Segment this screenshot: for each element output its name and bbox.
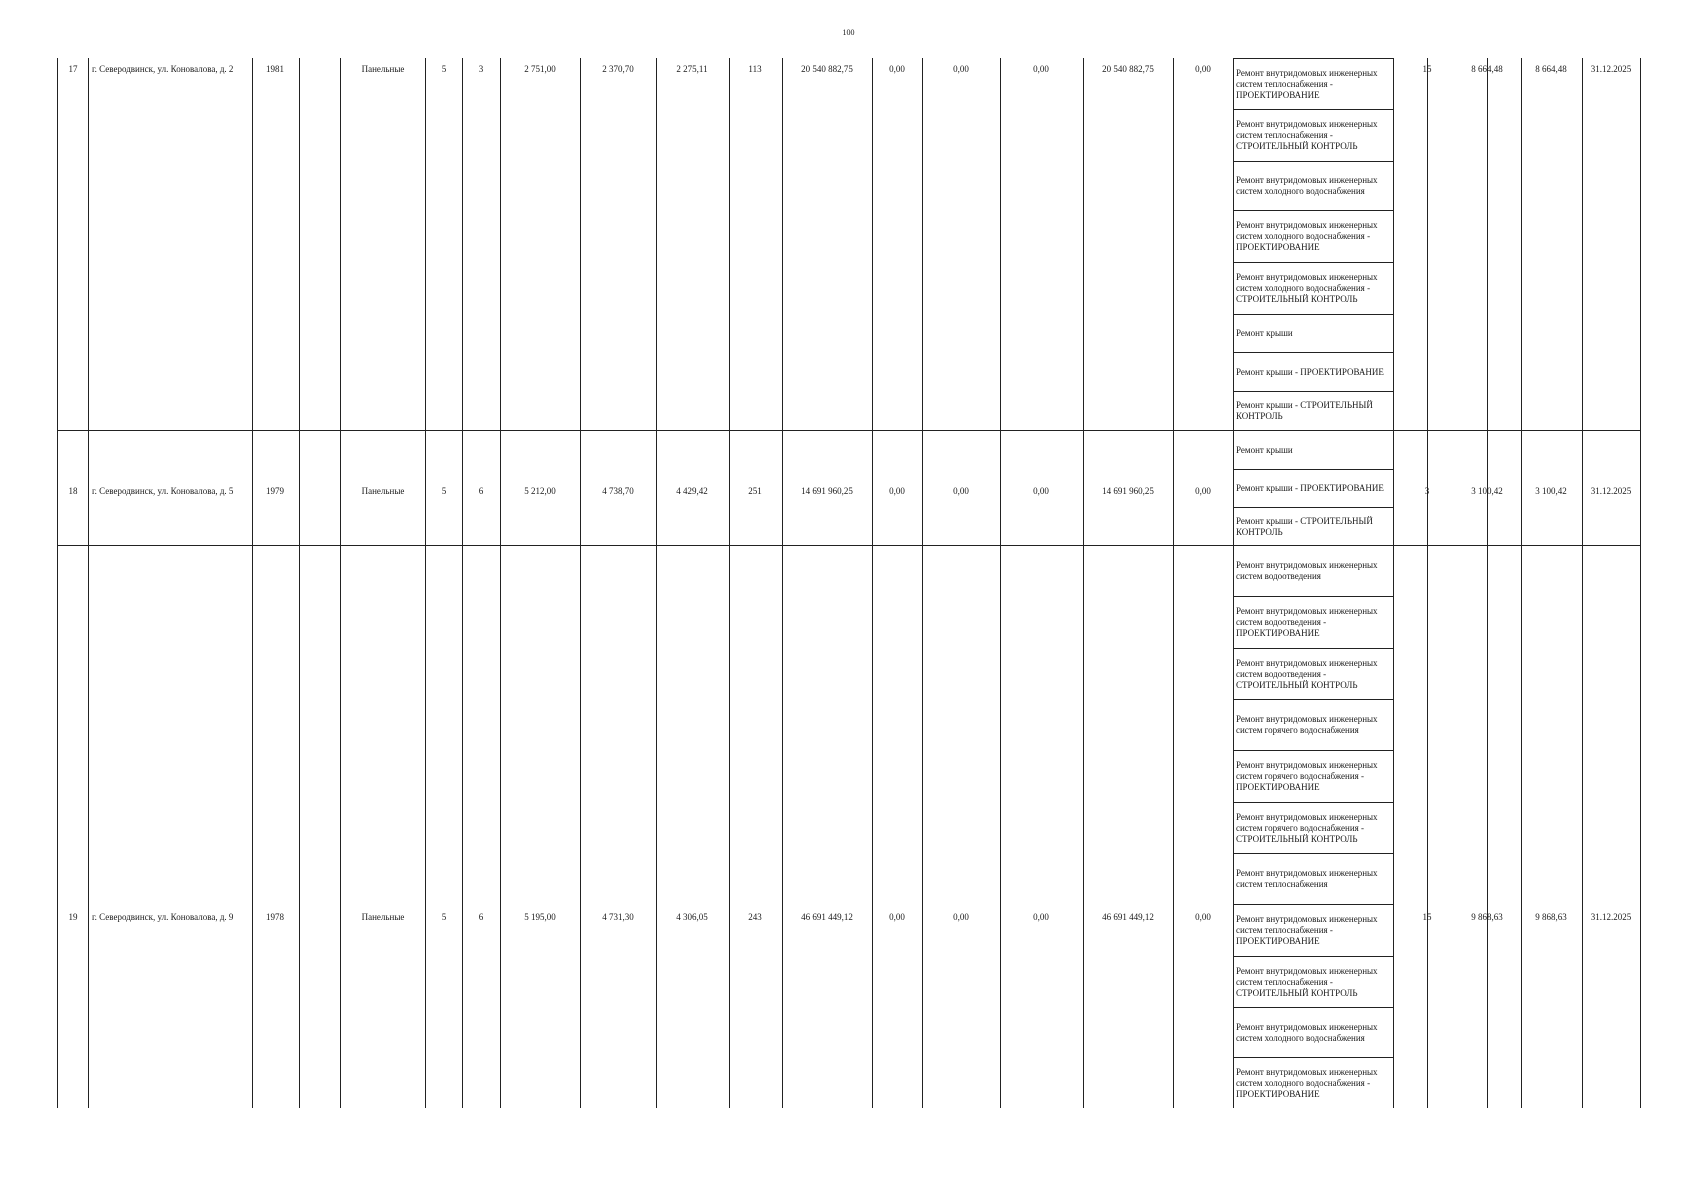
cell-area-living: 4 429,42 — [676, 486, 708, 496]
cell-cost-local: 0,00 — [1033, 486, 1049, 496]
column-divider — [1000, 58, 1001, 1108]
work-item-label: Ремонт крыши - СТРОИТЕЛЬНЫЙ КОНТРОЛЬ — [1236, 515, 1373, 537]
column-divider — [1173, 58, 1174, 1108]
cell-area-total: 2 751,00 — [524, 64, 556, 74]
cell-cost-total: 46 691 449,12 — [801, 912, 853, 922]
work-item — [1233, 699, 1393, 750]
cell-cost-other: 0,00 — [1195, 486, 1211, 496]
column-divider — [462, 58, 463, 1108]
cell-floors: 5 — [441, 912, 447, 922]
column-divider — [656, 58, 657, 1108]
cell-cost-local: 0,00 — [1033, 912, 1049, 922]
work-item — [1233, 262, 1393, 314]
cell-address: г. Северодвинск, ул. Коновалова, д. 5 — [92, 486, 234, 496]
cell-no: 17 — [68, 64, 78, 74]
work-item-label: Ремонт внутридомовых инженерных систем теплоснабжения - СТРОИТЕЛЬНЫЙ КОНТРОЛЬ — [1236, 119, 1378, 151]
cell-year: 1978 — [266, 912, 284, 922]
work-item-label: Ремонт внутридомовых инженерных систем теплоснабжения — [1236, 868, 1378, 889]
work-item-label: Ремонт внутридомовых инженерных систем водоотведения - СТРОИТЕЛЬНЫЙ КОНТРОЛЬ — [1236, 657, 1378, 690]
cell-area-total: 5 212,00 — [524, 486, 556, 496]
row-divider — [57, 430, 1640, 431]
cell-area-living: 2 275,11 — [676, 64, 708, 74]
cell-entrances: 6 — [478, 486, 484, 496]
work-item — [1233, 596, 1393, 648]
work-item-label: Ремонт внутридомовых инженерных систем холодного водоснабжения — [1236, 1021, 1378, 1043]
column-divider — [57, 58, 58, 1108]
work-item-label: Ремонт крыши - ПРОЕКТИРОВАНИЕ — [1236, 366, 1384, 377]
cell-cost-fund: 0,00 — [889, 912, 905, 922]
work-item-label: Ремонт внутридомовых инженерных систем водоотведения - ПРОЕКТИРОВАНИЕ — [1236, 606, 1378, 638]
column-divider — [340, 58, 341, 1108]
cell-year: 1981 — [266, 64, 284, 74]
cell-address: г. Северодвинск, ул. Коновалова, д. 2 — [92, 64, 234, 74]
cell-limit-cost: 8 664,48 — [1535, 64, 1567, 74]
cell-cost-region: 0,00 — [953, 64, 969, 74]
cell-entrances: 3 — [478, 64, 484, 74]
cell-residents: 113 — [748, 64, 762, 74]
column-divider — [1393, 58, 1394, 1108]
cell-cost-other: 0,00 — [1195, 64, 1211, 74]
cell-deadline: 31.12.2025 — [1590, 64, 1632, 74]
cell-area-rooms: 2 370,70 — [602, 64, 634, 74]
cell-cost-owners: 14 691 960,25 — [1102, 486, 1154, 496]
column-divider — [299, 58, 300, 1108]
work-item-label: Ремонт внутридомовых инженерных систем горячего водоснабжения - СТРОИТЕЛЬНЫЙ КОНТРОЛЬ — [1236, 811, 1378, 844]
cell-cost-region: 0,00 — [953, 912, 969, 922]
work-item-label: Ремонт внутридомовых инженерных систем горячего водоснабжения - ПРОЕКТИРОВАНИЕ — [1236, 760, 1378, 792]
cell-deadline: 31.12.2025 — [1590, 912, 1632, 922]
column-divider — [922, 58, 923, 1108]
cell-limit-cost: 9 868,63 — [1535, 912, 1567, 922]
work-item — [1233, 648, 1393, 699]
cell-floors: 5 — [441, 486, 447, 496]
column-divider — [88, 58, 89, 1108]
cell-floors: 5 — [441, 64, 447, 74]
cell-work-count: 3 — [1424, 486, 1430, 496]
work-item — [1233, 469, 1393, 507]
cell-cost-local: 0,00 — [1033, 64, 1049, 74]
column-divider — [782, 58, 783, 1108]
row-divider — [57, 545, 1640, 546]
cell-year: 1979 — [266, 486, 284, 496]
work-item — [1233, 802, 1393, 853]
work-item-label: Ремонт крыши - ПРОЕКТИРОВАНИЕ — [1236, 483, 1384, 493]
column-divider — [252, 58, 253, 1108]
cell-cost-owners: 20 540 882,75 — [1102, 64, 1154, 74]
cell-no: 18 — [68, 486, 78, 496]
cell-cost-total: 20 540 882,75 — [801, 64, 853, 74]
cell-area-rooms: 4 738,70 — [602, 486, 634, 496]
column-divider — [1640, 58, 1641, 1108]
column-divider — [729, 58, 730, 1108]
cell-work-count: 15 — [1422, 912, 1432, 922]
column-divider — [872, 58, 873, 1108]
work-item — [1233, 161, 1393, 210]
work-item — [1233, 750, 1393, 802]
work-item-label: Ремонт крыши — [1236, 328, 1293, 338]
work-item-label: Ремонт внутридомовых инженерных систем горячего водоснабжения — [1236, 714, 1378, 735]
work-item — [1233, 210, 1393, 262]
cell-cost-fund: 0,00 — [889, 486, 905, 496]
cell-cost-fund: 0,00 — [889, 64, 905, 74]
cell-work-count: 15 — [1422, 64, 1432, 74]
work-item-label: Ремонт внутридомовых инженерных систем холодного водоснабжения - ПРОЕКТИРОВАНИЕ — [1236, 220, 1378, 252]
cell-unit-cost: 8 664,48 — [1471, 64, 1503, 74]
column-divider — [580, 58, 581, 1108]
cell-limit-cost: 3 100,42 — [1535, 486, 1567, 496]
page-number: 100 — [842, 28, 855, 37]
work-item-label: Ремонт внутридомовых инженерных систем теплоснабжения - ПРОЕКТИРОВАНИЕ — [1236, 67, 1378, 100]
cell-area-rooms: 4 731,30 — [602, 912, 634, 922]
cell-wall: Панельные — [361, 486, 405, 496]
work-item — [1233, 1057, 1393, 1108]
work-item — [1233, 956, 1393, 1007]
work-item-label: Ремонт внутридомовых инженерных систем теплоснабжения - СТРОИТЕЛЬНЫЙ КОНТРОЛЬ — [1236, 965, 1378, 998]
work-item-label: Ремонт крыши - СТРОИТЕЛЬНЫЙ КОНТРОЛЬ — [1236, 400, 1373, 421]
work-item-label: Ремонт внутридомовых инженерных систем холодного водоснабжения - ПРОЕКТИРОВАНИЕ — [1236, 1066, 1378, 1099]
work-item — [1233, 58, 1393, 109]
column-divider — [425, 58, 426, 1108]
work-item — [1233, 904, 1393, 956]
column-divider — [1487, 58, 1488, 1108]
column-divider — [1521, 58, 1522, 1108]
work-item-label: Ремонт внутридомовых инженерных систем холодного водоснабжения — [1236, 175, 1378, 196]
cell-unit-cost: 3 100,42 — [1471, 486, 1503, 496]
cell-entrances: 6 — [478, 912, 484, 922]
work-item-label: Ремонт внутридомовых инженерных систем водоотведения — [1236, 560, 1378, 581]
work-item — [1233, 430, 1393, 469]
column-divider — [1582, 58, 1583, 1108]
cell-cost-region: 0,00 — [953, 486, 969, 496]
work-item — [1233, 507, 1393, 545]
column-divider — [1083, 58, 1084, 1108]
cell-wall: Панельные — [361, 912, 405, 922]
cell-unit-cost: 9 868,63 — [1471, 912, 1503, 922]
cell-area-total: 5 195,00 — [524, 912, 556, 922]
cell-wall: Панельные — [361, 64, 405, 74]
work-item — [1233, 853, 1393, 904]
work-item — [1233, 352, 1393, 391]
work-item — [1233, 314, 1393, 352]
column-divider — [500, 58, 501, 1108]
cell-residents: 243 — [748, 912, 762, 922]
cell-area-living: 4 306,05 — [676, 912, 708, 922]
cell-cost-owners: 46 691 449,12 — [1102, 912, 1154, 922]
work-item — [1233, 1007, 1393, 1057]
cell-cost-total: 14 691 960,25 — [801, 486, 853, 496]
cell-residents: 251 — [748, 486, 762, 496]
cell-cost-other: 0,00 — [1195, 912, 1211, 922]
work-item — [1233, 391, 1393, 430]
work-item-label: Ремонт внутридомовых инженерных систем холодного водоснабжения - СТРОИТЕЛЬНЫЙ КОНТРОЛЬ — [1236, 272, 1378, 304]
cell-no: 19 — [68, 912, 78, 922]
work-item-label: Ремонт крыши — [1236, 444, 1293, 455]
cell-address: г. Северодвинск, ул. Коновалова, д. 9 — [92, 912, 234, 922]
cell-deadline: 31.12.2025 — [1590, 486, 1632, 496]
work-item — [1233, 545, 1393, 596]
work-item — [1233, 109, 1393, 161]
work-item-label: Ремонт внутридомовых инженерных систем теплоснабжения - ПРОЕКТИРОВАНИЕ — [1236, 914, 1378, 946]
